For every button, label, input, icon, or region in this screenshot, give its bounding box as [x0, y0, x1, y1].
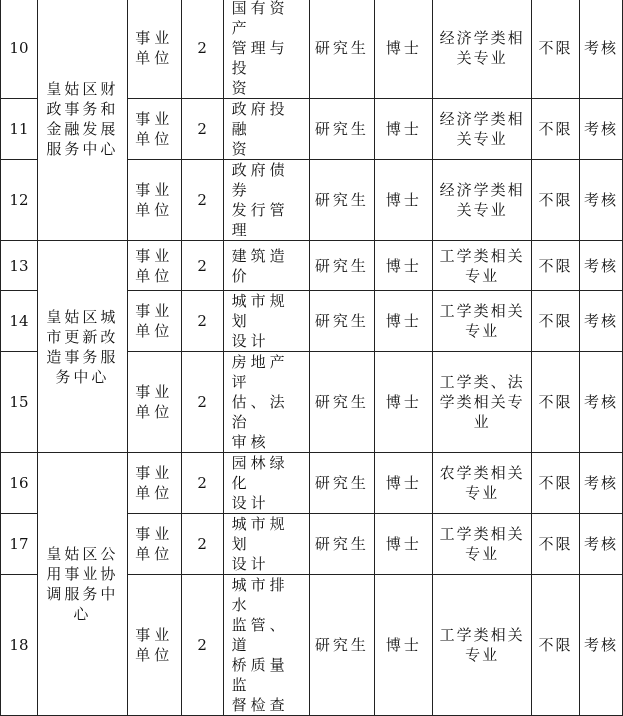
education: 研究生 [309, 352, 375, 453]
row-number: 17 [1, 514, 38, 575]
row-number: 10 [1, 0, 38, 99]
table-row [1, 0, 623, 99]
exam-method: 考核 [580, 514, 623, 575]
exam-method: 考核 [580, 453, 623, 514]
row-number: 15 [1, 352, 38, 453]
row-number: 11 [1, 99, 38, 160]
age-limit: 不限 [532, 160, 580, 241]
age-limit: 不限 [532, 99, 580, 160]
hire-count: 2 [181, 453, 223, 514]
exam-method: 考核 [580, 352, 623, 453]
age-limit: 不限 [532, 291, 580, 352]
hire-count: 2 [181, 160, 223, 241]
unit-type-cell [127, 291, 181, 352]
education: 研究生 [309, 0, 375, 99]
position-cell [223, 514, 309, 575]
hire-count: 2 [181, 291, 223, 352]
exam-method: 考核 [580, 99, 623, 160]
age-limit: 不限 [532, 0, 580, 99]
degree: 博士 [375, 160, 433, 241]
degree: 博士 [375, 241, 433, 291]
major-cell [433, 352, 532, 453]
major: 工学类相关 专业 [439, 302, 525, 340]
employer-name: 皇姑区财 政事务和 金融发展 服务中心 [46, 80, 119, 158]
table-row [1, 241, 623, 291]
hire-count: 2 [181, 575, 223, 716]
hire-count: 2 [181, 514, 223, 575]
age-limit: 不限 [532, 575, 580, 716]
education: 研究生 [309, 241, 375, 291]
position-name: 建筑造价 [231, 246, 289, 285]
education: 研究生 [309, 575, 375, 716]
education: 研究生 [309, 99, 375, 160]
position-cell [223, 453, 309, 514]
major-cell [433, 0, 532, 99]
employer-cell [37, 241, 127, 453]
unit-type: 事业 单位 [135, 181, 174, 219]
age-limit: 不限 [532, 241, 580, 291]
major-cell [433, 575, 532, 716]
age-limit: 不限 [532, 453, 580, 514]
unit-type-cell [127, 514, 181, 575]
employer-cell [37, 453, 127, 716]
row-number: 16 [1, 453, 38, 514]
position-cell [223, 160, 309, 241]
unit-type-cell [127, 453, 181, 514]
degree: 博士 [375, 99, 433, 160]
unit-type-cell [127, 352, 181, 453]
hire-count: 2 [181, 99, 223, 160]
major: 工学类相关 专业 [439, 626, 525, 664]
unit-type: 事业 单位 [135, 525, 174, 563]
unit-type: 事业 单位 [135, 383, 174, 421]
unit-type-cell [127, 241, 181, 291]
position-cell [223, 352, 309, 453]
row-number: 14 [1, 291, 38, 352]
unit-type: 事业 单位 [135, 464, 174, 502]
position-cell [223, 575, 309, 716]
position-name: 城市规划 设计 [231, 292, 289, 350]
employer-name: 皇姑区公 用事业协 调服务中 心 [46, 545, 119, 623]
major: 经济学类相 关专业 [439, 29, 525, 67]
exam-method: 考核 [580, 160, 623, 241]
age-limit: 不限 [532, 514, 580, 575]
hire-count: 2 [181, 352, 223, 453]
degree: 博士 [375, 514, 433, 575]
position-cell [223, 291, 309, 352]
major-cell [433, 291, 532, 352]
row-number: 13 [1, 241, 38, 291]
major: 工学类相关 专业 [439, 246, 525, 285]
education: 研究生 [309, 291, 375, 352]
unit-type-cell [127, 160, 181, 241]
unit-type: 事业 单位 [135, 626, 174, 664]
degree: 博士 [375, 453, 433, 514]
exam-method: 考核 [580, 575, 623, 716]
unit-type: 事业 单位 [135, 246, 174, 285]
hire-count: 2 [181, 0, 223, 99]
position-name: 城市规划 设计 [231, 515, 289, 573]
hire-count: 2 [181, 241, 223, 291]
position-cell [223, 0, 309, 99]
major-cell [433, 241, 532, 291]
major-cell [433, 514, 532, 575]
major-cell [433, 160, 532, 241]
major: 工学类、法 学类相关专 业 [439, 373, 525, 431]
position-name: 政府投融 资 [231, 100, 289, 158]
position-name: 房地产评 估、法治 审核 [231, 353, 289, 451]
position-name: 政府债券 发行管理 [231, 161, 289, 239]
position-name: 国有资产 管理与投 资 [231, 0, 289, 97]
employer-cell [37, 0, 127, 241]
major-cell [433, 453, 532, 514]
unit-type-cell [127, 99, 181, 160]
age-limit: 不限 [532, 352, 580, 453]
major: 农学类相关 专业 [439, 464, 525, 502]
position-name: 园林绿化 设计 [231, 454, 289, 512]
exam-method: 考核 [580, 241, 623, 291]
unit-type: 事业 单位 [135, 302, 174, 340]
row-number: 12 [1, 160, 38, 241]
education: 研究生 [309, 160, 375, 241]
position-name: 城市排水 监管、道 桥质量监 督检查 [231, 576, 289, 714]
degree: 博士 [375, 352, 433, 453]
degree: 博士 [375, 575, 433, 716]
unit-type-cell [127, 0, 181, 99]
table-row [1, 453, 623, 514]
position-cell [223, 99, 309, 160]
exam-method: 考核 [580, 291, 623, 352]
major: 经济学类相 关专业 [439, 110, 525, 148]
row-number: 18 [1, 575, 38, 716]
degree: 博士 [375, 291, 433, 352]
major-cell [433, 99, 532, 160]
unit-type: 事业 单位 [135, 29, 174, 67]
exam-method: 考核 [580, 0, 623, 99]
education: 研究生 [309, 453, 375, 514]
unit-type-cell [127, 575, 181, 716]
unit-type: 事业 单位 [135, 110, 174, 148]
degree: 博士 [375, 0, 433, 99]
education: 研究生 [309, 514, 375, 575]
major: 经济学类相 关专业 [439, 181, 525, 219]
employer-name: 皇姑区城 市更新改 造事务服 务中心 [46, 307, 119, 386]
major: 工学类相关 专业 [439, 525, 525, 563]
position-cell [223, 241, 309, 291]
